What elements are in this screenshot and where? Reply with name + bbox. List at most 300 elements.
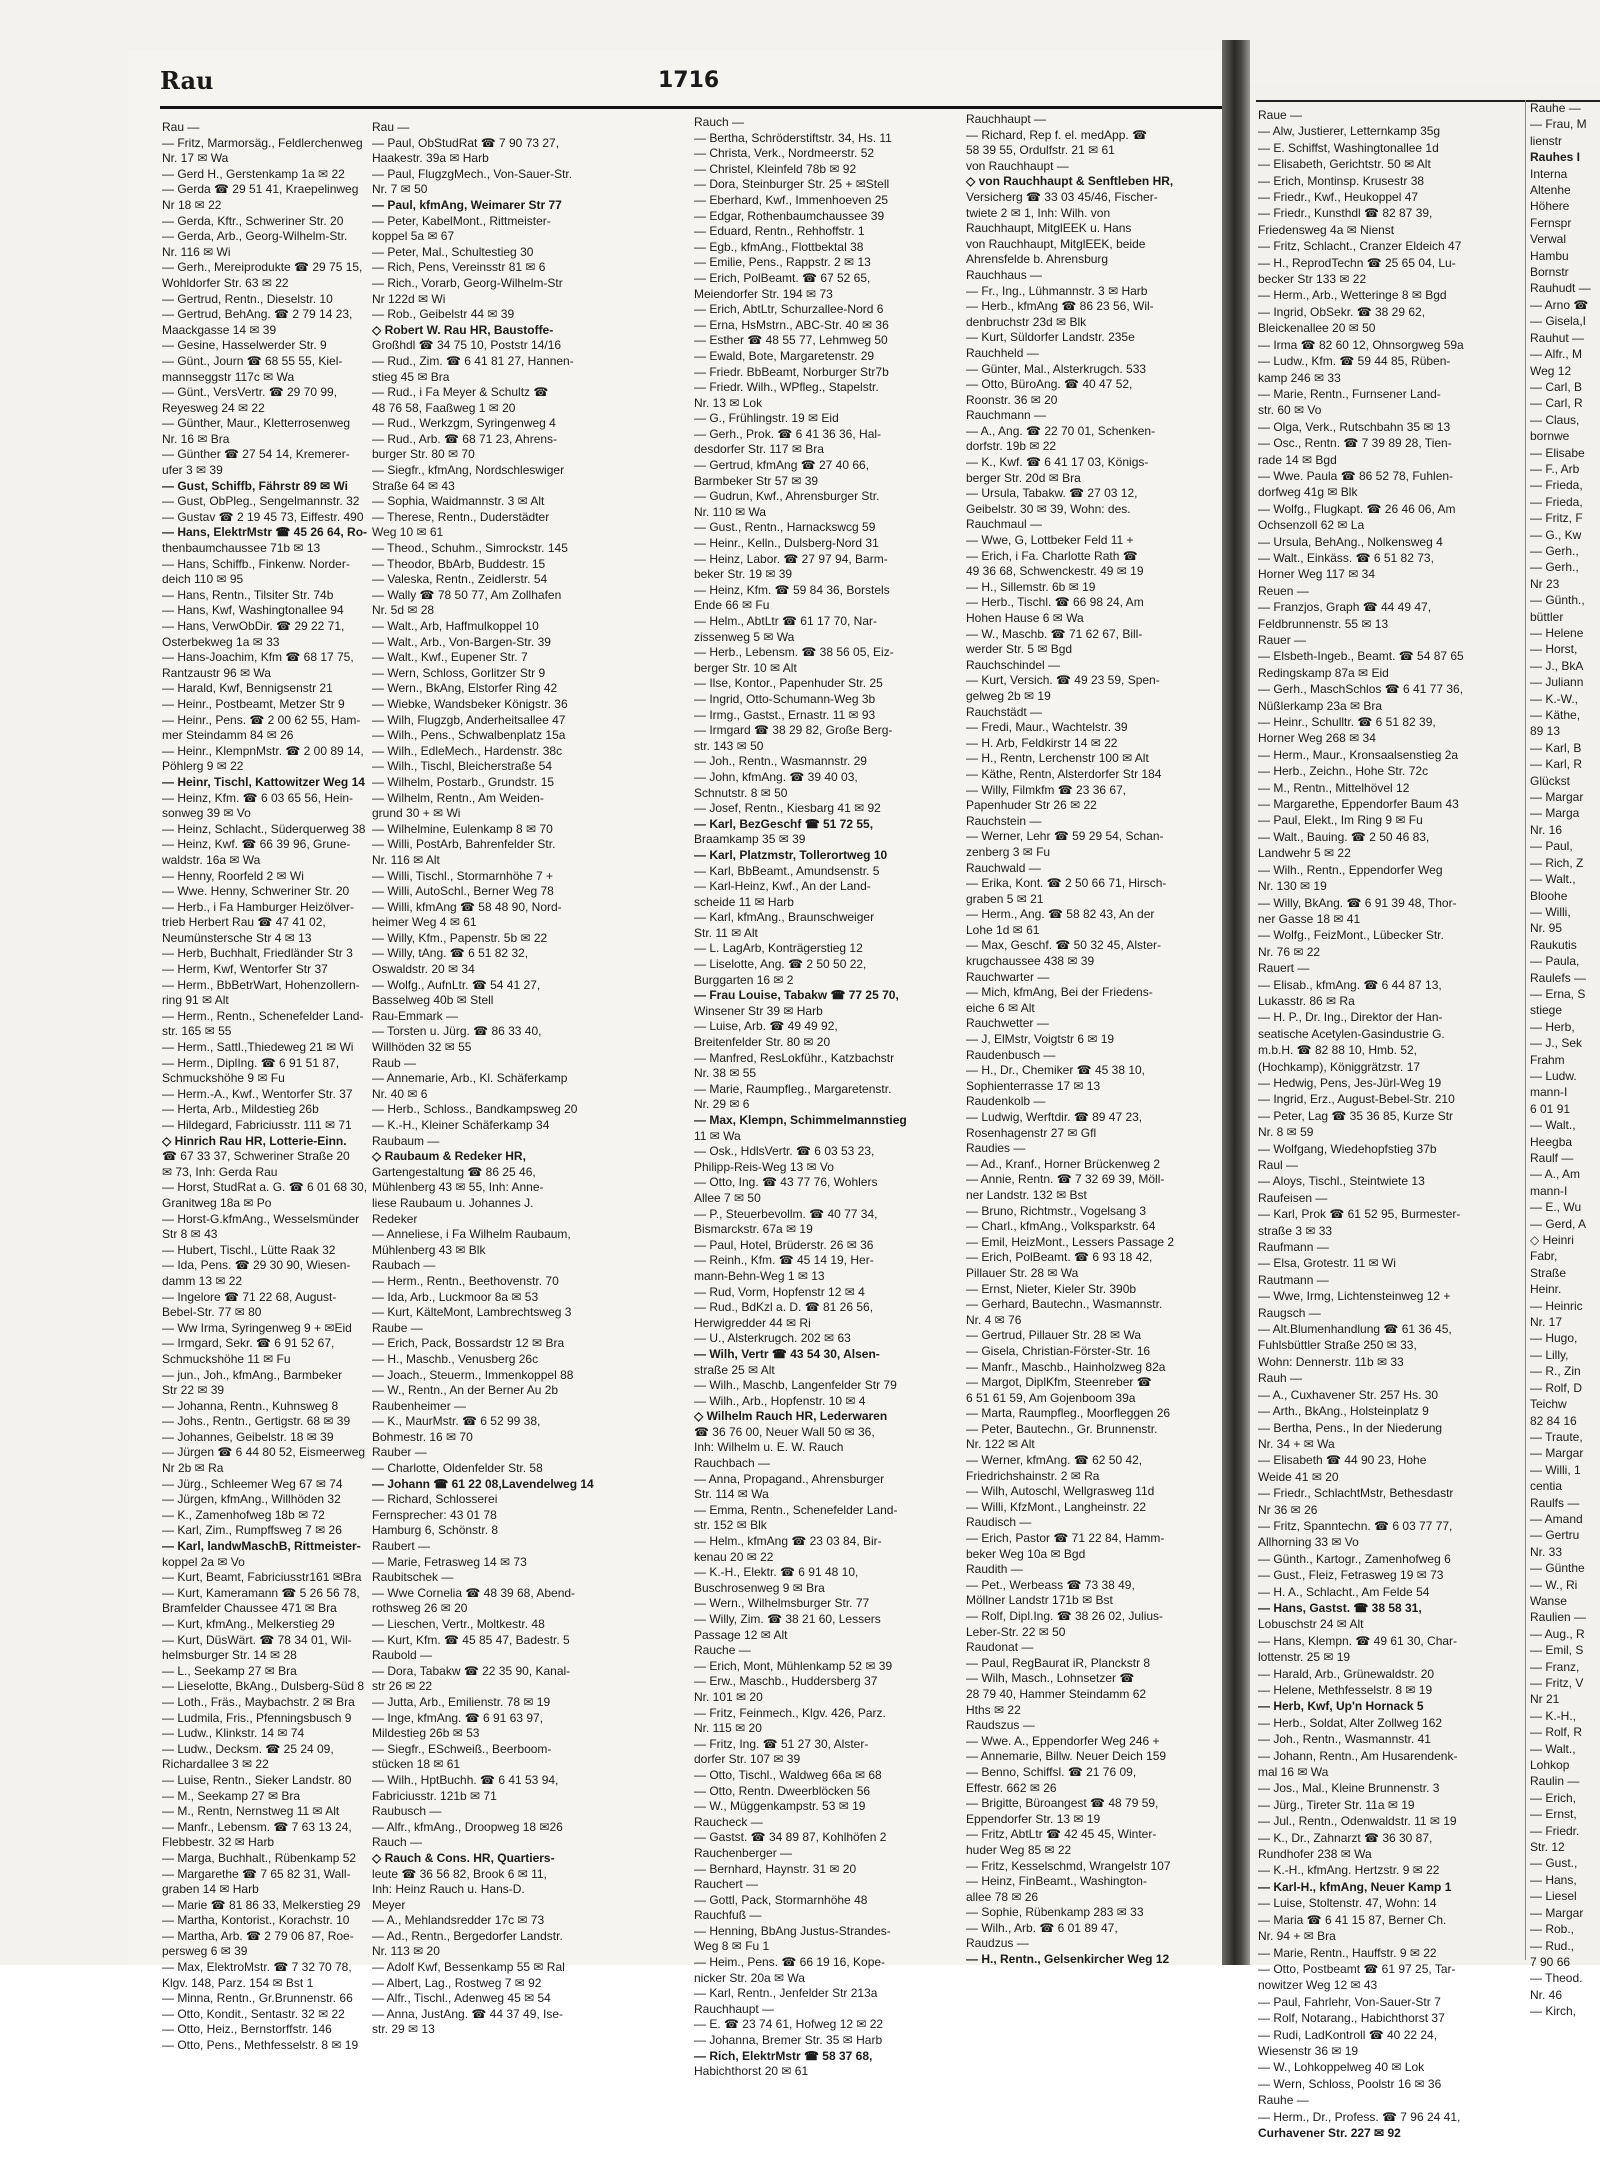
directory-entry: — Günther ☎ 27 54 14, Kremerer- [162, 447, 350, 462]
directory-entry: von Rauchhaupt — [966, 158, 1069, 173]
directory-entry: — Gottl, Pack, Stormarnhöhe 48 [694, 1892, 868, 1907]
directory-entry: Bismarckstr. 67a ✉ 19 [694, 1222, 813, 1237]
directory-entry: — Hubert, Tischl., Lütte Raak 32 [162, 1242, 336, 1257]
directory-entry: Rosenhagenstr 27 ✉ Gfl [966, 1125, 1097, 1140]
directory-entry: — Fritz, Ing. ☎ 51 27 30, Alster- [694, 1736, 869, 1751]
directory-entry: Straße 64 ✉ 43 [372, 478, 455, 493]
directory-entry: — Herm., Dr., Profess. ☎ 7 96 24 41, [1258, 2109, 1461, 2124]
directory-entry: Raucheck — [694, 1814, 763, 1829]
directory-entry: — Rud., [1530, 1938, 1575, 1953]
directory-entry: — W., Lohkoppelweg 40 ✉ Lok [1258, 2060, 1425, 2075]
directory-entry: — Ludmila, Fris., Pfenningsbusch 9 [162, 1710, 352, 1725]
directory-entry: Nr 21 [1530, 1692, 1560, 1707]
directory-entry: — Irmgard ☎ 38 29 82, Große Berg- [694, 723, 893, 738]
directory-entry: — L. LagArb, Konträgerstieg 12 [694, 941, 863, 956]
directory-entry: — Valeska, Rentn., Zeidlerstr. 54 [372, 572, 548, 587]
directory-entry: — R., Zin [1530, 1364, 1581, 1379]
directory-entry: — Manfr., Lebensm. ☎ 7 63 13 24, [162, 1819, 352, 1834]
directory-entry: — Gertrud, BehAng. ☎ 2 79 14 23, [162, 307, 353, 322]
directory-entry: Horner Weg 268 ✉ 34 [1258, 731, 1376, 746]
directory-entry: krugchaussee 438 ✉ 39 [966, 954, 1095, 969]
directory-entry: — Anneliese, i Fa Wilhelm Raubaum, [372, 1227, 571, 1242]
directory-entry: — Gisela, Christian-Förster-Str. 16 [966, 1343, 1151, 1358]
directory-entry: — Heinr., KlempnMstr. ☎ 2 00 89 14, [162, 743, 364, 758]
directory-entry: Rautmann — [1258, 1272, 1329, 1287]
directory-entry: — Kurt, DüsWärt. ☎ 78 34 01, Wil- [162, 1632, 352, 1647]
directory-entry: — Theod. [1530, 1971, 1583, 1986]
directory-entry: — Esther ☎ 48 55 77, Lehmweg 50 [694, 333, 888, 348]
directory-entry: — Ingrid, ObSekr. ☎ 38 29 62, [1258, 304, 1426, 319]
directory-entry: — Sophie, Rübenkamp 283 ✉ 33 [966, 1905, 1144, 1920]
directory-entry: Redingskamp 87a ✉ Eid [1258, 665, 1389, 680]
directory-entry: — Emma, Rentn., Schenefelder Land- [694, 1502, 898, 1517]
directory-entry: rade 14 ✉ Bgd [1258, 452, 1337, 467]
directory-entry: — Hans, Kwf, Washingtonallee 94 [162, 603, 344, 618]
directory-entry: Nr. 16 [1530, 822, 1563, 837]
directory-entry: Nr. 7 ✉ 50 [372, 182, 428, 197]
directory-entry: — Heinz, Kfm. ☎ 59 84 36, Borstels [694, 582, 890, 597]
directory-entry: rothsweg 26 ✉ 20 [372, 1601, 468, 1616]
directory-entry: — Jul., Rentn., Odenwaldstr. 11 ✉ 19 [1258, 1814, 1457, 1829]
directory-entry: Weg 10 ✉ 61 [372, 525, 444, 540]
directory-entry: — W., Ri [1530, 1577, 1578, 1592]
directory-entry: — Peter, KabelMont., Rittmeister- [372, 213, 551, 228]
directory-entry: — Otto, Tischl., Waldweg 66a ✉ 68 [694, 1767, 882, 1782]
directory-entry: — Heinz, Labor. ☎ 27 97 94, Barm- [694, 551, 888, 566]
directory-entry: — Willi, 1 [1530, 1462, 1581, 1477]
directory-entry: — Ludwig, Werftdir. ☎ 89 47 23, [966, 1110, 1143, 1124]
directory-entry: Oswaldstr. 20 ✉ 34 [372, 962, 475, 977]
directory-entry: — Harald, Kwf, Bennigsenstr 21 [162, 681, 333, 696]
directory-entry: — Rich., Vorarb, Georg-Wilhelm-Str [372, 275, 563, 290]
directory-entry: — Herb., Soldat, Alter Zollweg 162 [1258, 1715, 1443, 1730]
directory-entry: Rauber — [372, 1445, 427, 1460]
directory-entry: — Marie, Rentn., Furnsener Land- [1258, 386, 1441, 401]
directory-entry: Landwehr 5 ✉ 22 [1258, 846, 1351, 861]
directory-entry: Höhere [1530, 199, 1570, 214]
directory-entry: — Hildegard, Fabriciusstr. 111 ✉ 71 [162, 1118, 352, 1132]
directory-entry: Nr. 95 [1530, 921, 1563, 936]
directory-entry: Geibelstr. 30 ✉ 39, Wohn: des. [966, 501, 1131, 516]
directory-entry: Verwal [1530, 232, 1567, 247]
directory-entry: — Johannes, Geibelstr. 18 ✉ 39 [162, 1429, 334, 1444]
directory-entry: Raudies — [966, 1141, 1026, 1156]
directory-entry: Granitweg 18a ✉ Po [162, 1195, 272, 1210]
directory-entry: — Anna, JustAng. ☎ 44 37 49, Ise- [372, 2006, 564, 2021]
directory-entry: deich 110 ✉ 95 [162, 572, 244, 587]
directory-entry: Raudenkolb — [966, 1094, 1046, 1109]
directory-entry: — Ludw. [1530, 1068, 1577, 1083]
directory-entry: — Fritz, AbtLtr ☎ 42 45 45, Winter- [966, 1827, 1157, 1842]
directory-entry: Fernsprecher: 43 01 78 [372, 1507, 497, 1522]
directory-entry: — K.-H., Kleiner Schäferkamp 34 [372, 1118, 550, 1132]
directory-entry: — Heinz, Kfm. ☎ 6 03 65 56, Hein- [162, 790, 354, 805]
directory-entry: sonweg 39 ✉ Vo [162, 806, 251, 821]
directory-entry: — Loth., Fräs., Maybachstr. 2 ✉ Bra [162, 1694, 355, 1709]
directory-entry: Nr. 5d ✉ 28 [372, 603, 435, 618]
directory-entry: waldstr. 16a ✉ Wa [162, 852, 261, 867]
directory-entry: (Hochkamp), Königgrätzstr. 17 [1258, 1059, 1421, 1074]
directory-entry: — Martha, Kontorist., Korachstr. 10 [162, 1913, 350, 1928]
directory-entry: Nr. 40 ✉ 6 [372, 1086, 428, 1101]
directory-entry: — Hans, Klempn. ☎ 49 61 30, Char- [1258, 1633, 1458, 1648]
directory-entry: Rauchwarter — [966, 969, 1050, 984]
directory-entry: — Gerda ☎ 29 51 41, Kraepelinweg [162, 182, 359, 197]
directory-entry: Weg 12 [1530, 363, 1572, 378]
directory-entry: — Jürgen ☎ 6 44 80 52, Eismeerweg [162, 1445, 366, 1460]
directory-entry: Altenhe [1530, 183, 1571, 198]
directory-entry: — Helene [1530, 626, 1584, 640]
directory-entry: beker Weg 10a ✉ Bgd [966, 1546, 1086, 1561]
directory-entry: Heegba [1530, 1134, 1573, 1149]
directory-entry: — Traute, [1530, 1429, 1583, 1444]
directory-entry: — Käthe, [1530, 708, 1581, 723]
directory-entry: — G., Frühlingstr. 19 ✉ Eid [694, 411, 839, 426]
directory-entry: — Margar [1530, 790, 1584, 805]
directory-entry: — Karl, kfmAng., Braunschweiger [694, 910, 875, 925]
directory-entry: — W., Rentn., An der Berner Au 2b [372, 1383, 559, 1398]
directory-entry: — Margot, DiplKfm, Steenreber ☎ [966, 1375, 1152, 1390]
directory-entry: — Erna, HsMstrn., ABC-Str. 40 ✉ 36 [694, 317, 889, 332]
directory-entry: — J., BkA [1530, 658, 1584, 673]
directory-entry: — Rolf, R [1530, 1725, 1583, 1740]
directory-entry: — Erich, Pack, Bossardstr 12 ✉ Bra [372, 1336, 565, 1351]
directory-entry: — Erich, Mont, Mühlenkamp 52 ✉ 39 [694, 1658, 893, 1673]
directory-entry: — Willy, Kfm., Papenstr. 5b ✉ 22 [372, 930, 548, 945]
directory-entry: — Aloys, Tischl., Steintwiete 13 [1258, 1174, 1425, 1189]
directory-entry: — Eberhard, Kwf., Immenhoeven 25 [694, 192, 889, 207]
directory-entry: koppel 5a ✉ 67 [372, 229, 455, 244]
directory-entry: — Günth., Kartogr., Zamenhofweg 6 [1258, 1551, 1451, 1566]
directory-entry: desdorfer Str. 117 ✉ Bra [694, 442, 824, 457]
directory-entry: stiege [1530, 1003, 1563, 1018]
directory-entry: — Werner, kfmAng. ☎ 62 50 42, [966, 1453, 1143, 1468]
directory-entry: — Herta, Arb., Mildestieg 26b [162, 1102, 319, 1117]
directory-entry: — Herb., Zeichn., Hohe Str. 72c [1258, 764, 1429, 779]
directory-entry: Wohldorfer Str. 63 ✉ 22 [162, 275, 289, 290]
directory-entry: — Gust, ObPleg., Sengelmannstr. 32 [162, 494, 360, 509]
directory-entry: — Otto, Ing. ☎ 43 77 76, Wohlers [694, 1175, 878, 1190]
directory-entry: — Max, Geschf. ☎ 50 32 45, Alster- [966, 938, 1162, 953]
directory-entry: — Kurt, Beamt, Fabriciusstr161 ✉Bra [162, 1570, 362, 1585]
directory-entry: — Rolf, Notarang., Habichthorst 37 [1258, 2011, 1445, 2026]
directory-entry: — Ludw., Kfm. ☎ 59 44 85, Rüben- [1258, 354, 1451, 369]
directory-entry: Nr. 16 ✉ Bra [162, 431, 230, 446]
directory-entry: — Gerhard, Bautechn., Wasmannstr. [966, 1297, 1163, 1312]
directory-entry: Inh: Heinz Rauch u. Hans-D. [372, 1882, 525, 1897]
directory-entry: — Amand [1530, 1511, 1583, 1526]
directory-entry: — Alfr., kfmAng., Droopweg 18 ✉26 [372, 1819, 563, 1834]
directory-entry: — Kirch, [1530, 2004, 1577, 2019]
directory-entry: Raufeisen — [1258, 1190, 1328, 1205]
directory-entry: — Wilh, Masch., Lohnsetzer ☎ [966, 1671, 1135, 1686]
directory-entry: — Fritz, Spanntechn. ☎ 6 03 77 77, [1258, 1518, 1453, 1533]
directory-entry: — Wiebke, Wandsbeker Königstr. 36 [372, 696, 568, 711]
directory-entry: Mühlenberg 43 ✉ Blk [372, 1242, 486, 1257]
directory-entry: Weide 41 ✉ 20 [1258, 1469, 1339, 1484]
directory-entry: Nr. 76 ✉ 22 [1258, 944, 1321, 959]
directory-entry: mer Steindamm 84 ✉ 26 [162, 728, 294, 743]
directory-entry: — H. Arb, Feldkirstr 14 ✉ 22 [966, 735, 1118, 750]
directory-entry: gelweg 2b ✉ 19 [966, 688, 1051, 703]
directory-entry: — Johann ☎ 61 22 08,Lavendelweg 14 [372, 1476, 594, 1491]
directory-entry: — Wolfgang, Wiedehopfstieg 37b [1258, 1141, 1437, 1156]
directory-entry: — Gust., [1530, 1856, 1578, 1871]
page-number: 1716 [658, 68, 720, 93]
directory-entry: Schnutstr. 8 ✉ 50 [694, 785, 788, 800]
directory-entry: graben 5 ✉ 21 [966, 891, 1044, 906]
directory-entry: trieb Herbert Rau ☎ 47 41 02, [162, 915, 326, 930]
directory-entry: — K.-W., [1530, 691, 1578, 706]
directory-entry: — Charlotte, Oldenfelder Str. 58 [372, 1461, 543, 1476]
directory-entry: Rauchwald — [966, 860, 1041, 875]
directory-entry: — Kurt, Süldorfer Landstr. 235e [966, 330, 1135, 345]
directory-entry: str. 29 ✉ 13 [372, 2022, 435, 2037]
directory-entry: — Bertha, Schröderstiftstr. 34, Hs. 11 [694, 130, 892, 145]
directory-entry: Nr. 94 + ✉ Bra [1258, 1929, 1336, 1944]
directory-entry: Rauh — [1258, 1371, 1303, 1386]
directory-entry: — A., Mehlandsredder 17c ✉ 73 [372, 1913, 545, 1928]
directory-entry: Glückst [1530, 773, 1571, 788]
directory-entry: — Günt., VersVertr. ☎ 29 70 99, [162, 385, 338, 400]
directory-entry: — Gastst. ☎ 34 89 87, Kohlhöfen 2 [694, 1830, 887, 1845]
directory-entry: — Günth., [1530, 593, 1585, 608]
directory-entry: — Franz, [1530, 1659, 1580, 1674]
directory-entry: mann-Behn-Weg 1 ✉ 13 [694, 1268, 825, 1283]
directory-entry: Nr. 34 + ✉ Wa [1258, 1436, 1335, 1451]
directory-entry: — Christel, Kleinfeld 78b ✉ 92 [694, 161, 857, 176]
directory-entry: Ochsenzoll 62 ✉ La [1258, 518, 1365, 533]
directory-entry: — Käthe, Rentn, Alsterdorfer Str 184 [966, 766, 1162, 781]
directory-entry: Nr. 17 ✉ Wa [162, 151, 229, 166]
directory-entry: — Frieda, [1530, 494, 1583, 509]
directory-entry: — Rich, ElektrMstr ☎ 58 37 68, [694, 2048, 873, 2063]
directory-entry: — Carl, R [1530, 396, 1583, 411]
directory-entry: Neumünstersche Str 4 ✉ 13 [162, 930, 312, 945]
directory-entry: — Heinr., Pens. ☎ 2 00 62 55, Ham- [162, 712, 361, 727]
directory-entry: — Jürg., Schleemer Weg 67 ✉ 74 [162, 1476, 343, 1491]
directory-entry: — Herb., Schloss., Bandkampsweg 20 [372, 1102, 578, 1117]
directory-entry: — M., Rentn., Mittelhövel 12 [1258, 780, 1410, 795]
directory-entry: — Otto, Kondit., Sentastr. 32 ✉ 22 [162, 2006, 345, 2021]
directory-entry: — Ida, Arb., Luckmoor 8a ✉ 53 [372, 1289, 539, 1304]
directory-entry: — K., MaurMstr. ☎ 6 52 99 38, [372, 1414, 541, 1429]
directory-entry: büttler [1530, 609, 1564, 624]
directory-entry: liese Raubaum u. Johannes J. [372, 1195, 534, 1210]
directory-entry: — W., Maschb. ☎ 71 62 67, Bill- [966, 626, 1143, 641]
directory-entry: — Kurt, Kameramann ☎ 5 26 56 78, [162, 1585, 360, 1600]
directory-entry: — Friedr., Kunsthdl ☎ 82 87 39, [1258, 206, 1433, 221]
directory-entry: Buschrosenweg 9 ✉ Bra [694, 1580, 825, 1595]
directory-entry: mann-I [1530, 1183, 1568, 1198]
directory-entry: — Wally ☎ 78 50 77, Am Zollhafen [372, 587, 562, 602]
directory-entry: ner Landstr. 132 ✉ Bst [966, 1187, 1087, 1202]
directory-entry: ◇ Heinri [1530, 1233, 1574, 1248]
directory-entry: Nr 122d ✉ Wi [372, 291, 446, 306]
directory-entry: Nr. 33 [1530, 1544, 1563, 1559]
directory-entry: — Emil, HeizMont., Lessers Passage 2 [966, 1234, 1175, 1249]
directory-entry: — Ww Irma, Syringenweg 9 + ✉Eid [162, 1320, 352, 1335]
directory-entry: kenau 20 ✉ 22 [694, 1549, 774, 1564]
directory-entry: Rauert — [1258, 961, 1310, 976]
directory-entry: — Rob., [1530, 1922, 1575, 1937]
directory-entry: — Arno ☎ [1530, 297, 1589, 312]
directory-entry: Burggarten 16 ✉ 2 [694, 972, 794, 987]
directory-entry: Nr. 101 ✉ 20 [694, 1689, 763, 1704]
directory-entry: — Gerh., [1530, 543, 1579, 558]
directory-entry: — Kurt, Versich. ☎ 49 23 59, Spen- [966, 673, 1160, 688]
directory-entry: Nr. 116 ✉ Wi [162, 244, 231, 259]
directory-entry: kamp 246 ✉ 33 [1258, 370, 1341, 385]
directory-entry: Allhorning 33 ✉ Vo [1258, 1535, 1359, 1550]
directory-entry: — Fritz, Kesselschmd, Wrangelstr 107 [966, 1858, 1171, 1873]
directory-entry: — Heinz, Kwf. ☎ 66 39 96, Grune- [162, 837, 351, 852]
directory-entry: — Arth., BkAng., Holsteinplatz 9 [1258, 1404, 1429, 1419]
directory-entry: Rauchschindel — [966, 657, 1061, 672]
directory-entry: berger Str. 10 ✉ Alt [694, 660, 797, 675]
directory-entry: damm 13 ✉ 22 [162, 1273, 243, 1288]
directory-entry: werder Str. 5 ✉ Bgd [966, 642, 1073, 657]
directory-entry: Ahrensfelde b. Ahrensburg [966, 252, 1109, 267]
directory-entry: Raulf — [1530, 1151, 1574, 1165]
directory-entry: — jun., Joh., kfmAng., Barmbeker [162, 1367, 343, 1382]
directory-entry: — Heinr., Postbeamt, Metzer Str 9 [162, 696, 345, 711]
directory-entry: — Jos., Mal., Kleine Brunnenstr. 3 [1258, 1781, 1440, 1796]
directory-entry: — Elisab., kfmAng. ☎ 6 44 87 13, [1258, 977, 1442, 992]
directory-entry: — Wilh., Pens., Schwalbenplatz 15a [372, 728, 566, 743]
directory-entry: — Karl, Prok ☎ 61 52 95, Burmester- [1258, 1207, 1461, 1222]
directory-entry: seatische Acetylen-Gasindustrie G. [1258, 1026, 1445, 1041]
directory-entry: — Heinz, Schlacht., Süderquerweg 38 [162, 821, 366, 836]
directory-entry: — Gerd, A [1530, 1216, 1587, 1231]
directory-entry: Str 22 ✉ 39 [162, 1383, 225, 1398]
directory-entry: Rauchert — [694, 1877, 759, 1892]
directory-entry: — Erich, Pastor ☎ 71 22 84, Hamm- [966, 1531, 1165, 1546]
directory-entry: — Lilly, [1530, 1347, 1569, 1362]
directory-entry: Raudonat — [966, 1640, 1034, 1655]
directory-entry: — Richard, Schlosserei [372, 1492, 498, 1507]
directory-entry: Willhöden 32 ✉ 55 [372, 1040, 472, 1055]
directory-entry: — Herm., Rentn., Beethovenstr. 70 [372, 1273, 559, 1288]
directory-entry: — Otto, Postbeamt ☎ 61 97 25, Tar- [1258, 1961, 1456, 1976]
directory-entry: — Gudrun, Kwf., Ahrensburger Str. [694, 489, 880, 504]
directory-entry: — Rob., Geibelstr 44 ✉ 39 [372, 307, 515, 322]
directory-entry: — Erw., Maschb., Huddersberg 37 [694, 1674, 878, 1689]
directory-entry: — Siegfr., ESchweiß., Beerboom- [372, 1741, 552, 1756]
directory-entry: — Paul, Elekt., Im Ring 9 ✉ Fu [1258, 813, 1423, 828]
directory-entry: Wiesenstr 36 ✉ 19 [1258, 2043, 1359, 2058]
directory-entry: — Rud., Zim. ☎ 6 41 81 27, Hannen- [372, 353, 574, 368]
directory-entry: Allee 7 ✉ 50 [694, 1190, 761, 1205]
directory-entry: Wohn: Dennerstr. 11b ✉ 33 [1258, 1354, 1404, 1369]
directory-entry: 48 76 58, Faaßweg 1 ✉ 20 [372, 400, 516, 415]
directory-entry: ◇ Rauch & Cons. HR, Quartiers- [372, 1850, 555, 1865]
directory-entry: Interna [1530, 166, 1568, 181]
directory-entry: str. 60 ✉ Vo [1258, 403, 1322, 418]
directory-entry: — Johanna, Rentn., Kuhnsweg 8 [162, 1398, 339, 1413]
directory-entry: lottenstr. 25 ✉ 19 [1258, 1650, 1351, 1665]
directory-entry: — Erich, PolBeamt. ☎ 6 93 18 42, [966, 1250, 1153, 1265]
directory-entry: — Gerh., Mereiprodukte ☎ 29 75 15, [162, 260, 363, 275]
directory-entry: — Gertrud, Pillauer Str. 28 ✉ Wa [966, 1328, 1142, 1343]
directory-entry: Reyesweg 24 ✉ 22 [162, 400, 265, 415]
directory-entry: persweg 6 ✉ 39 [162, 1944, 248, 1959]
directory-entry: — Walt., Bauing. ☎ 2 50 46 83, [1258, 829, 1430, 844]
directory-entry: — Ludw., Decksm. ☎ 25 24 09, [162, 1741, 334, 1756]
directory-entry: — K., Kwf. ☎ 6 41 17 03, Königs- [966, 455, 1149, 470]
directory-entry: Rau-Emmark — [372, 1008, 459, 1023]
directory-entry: — Paula, [1530, 954, 1580, 969]
directory-entry: — Ingelore ☎ 71 22 68, August- [162, 1289, 337, 1304]
directory-entry: 82 84 16 [1530, 1413, 1577, 1428]
directory-entry: — Willi, [1530, 904, 1571, 919]
directory-entry: — Wilh, Flugzgb, Anderheitsallee 47 [372, 712, 566, 727]
directory-entry: — Herb, [1530, 1019, 1575, 1034]
directory-entry: — Werner, Lehr ☎ 59 29 54, Schan- [966, 829, 1164, 844]
directory-entry: 11 ✉ Wa [694, 1128, 741, 1143]
directory-entry: Rau — [372, 120, 410, 134]
directory-entry: — Frieda, [1530, 478, 1583, 493]
directory-entry: — Hans, Rentn., Tilsiter Str. 74b [162, 587, 334, 602]
directory-entry: Haakestr. 39a ✉ Harb [372, 151, 489, 166]
directory-entry: graben 14 ✉ Harb [162, 1882, 259, 1897]
directory-entry: m.b.H. ☎ 82 88 10, Hmb. 52, [1258, 1043, 1418, 1058]
directory-entry: — E. Schiffst, Washingtonallee 1d [1258, 140, 1439, 155]
directory-entry: — Willi, kfmAng ☎ 58 48 90, Nord- [372, 899, 562, 914]
directory-entry: — Karl, Zim., Rumpffsweg 7 ✉ 26 [162, 1523, 342, 1538]
directory-entry: thenbaumchaussee 71b ✉ 13 [162, 541, 321, 556]
directory-entry: Rauchhaupt — [694, 2001, 775, 2016]
directory-entry: Nr 23 [1530, 576, 1560, 591]
directory-entry: — Alfr., M [1530, 347, 1583, 362]
directory-entry: ◇ Wilhelm Rauch HR, Lederwaren [694, 1409, 888, 1424]
directory-entry: helmsburger Str. 14 ✉ 28 [162, 1648, 297, 1663]
directory-entry: — Heinr., Kelln., Dulsberg-Nord 31 [694, 536, 879, 551]
directory-entry: bornwe [1530, 429, 1570, 444]
directory-entry: — Günther, Maur., Kletterrosenweg [162, 416, 351, 431]
directory-entry: — Kurt, Kfm. ☎ 45 85 47, Badestr. 5 [372, 1632, 570, 1647]
directory-entry: — Herm., Ang. ☎ 58 82 43, An der [966, 907, 1155, 922]
directory-entry: — Bertha, Pens., In der Niederung [1258, 1420, 1443, 1435]
directory-entry: Redeker [372, 1211, 418, 1226]
directory-entry: huder Weg 85 ✉ 22 [966, 1842, 1072, 1857]
directory-entry: Breitenfelder Str. 80 ✉ 20 [694, 1035, 831, 1050]
directory-entry: Bohmestr. 16 ✉ 70 [372, 1429, 473, 1444]
directory-entry: Nr. 130 ✉ 19 [1258, 879, 1327, 894]
directory-entry: — Margarethe ☎ 7 65 82 31, Wall- [162, 1866, 351, 1881]
directory-entry: Versicherg ☎ 33 03 45/46, Fischer- [966, 189, 1158, 204]
directory-entry: — Peter, Bautechn., Gr. Brunnenstr. [966, 1421, 1158, 1436]
directory-entry: Fuhlsbüttler Straße 250 ✉ 33, [1258, 1338, 1417, 1353]
directory-entry: — Karl, R [1530, 757, 1583, 772]
directory-entry: — Manfr., Maschb., Hainholzweg 82a [966, 1359, 1166, 1374]
directory-entry: — Luise, Rentn., Sieker Landstr. 80 [162, 1772, 352, 1787]
directory-entry: — Helene, Methfesselstr. 8 ✉ 19 [1258, 1683, 1433, 1697]
directory-entry: Lohe 1d ✉ 61 [966, 922, 1040, 937]
directory-entry: — Fredi, Maur., Wachtelstr. 39 [966, 720, 1128, 735]
directory-entry: Bleickenallee 20 ✉ 50 [1258, 321, 1376, 336]
directory-entry: grund 30 + ✉ Wi [372, 806, 461, 821]
directory-entry: — Herm., Rentn., Schenefelder Land- [162, 1008, 364, 1023]
directory-entry: — Paul, FlugzgMech., Von-Sauer-Str. [372, 166, 573, 181]
directory-entry: — Albert, Lag., Rostweg 7 ✉ 92 [372, 1975, 542, 1990]
directory-entry: — Karl-H., kfmAng, Neuer Kamp 1 [1258, 1879, 1452, 1894]
directory-entry: — Wwe Cornelia ☎ 48 39 68, Abend- [372, 1585, 576, 1600]
directory-entry: Habichthorst 20 ✉ 61 [694, 2064, 809, 2079]
header-rule [160, 106, 1222, 109]
directory-entry: — Hedwig, Pens, Jes-Jürl-Weg 19 [1258, 1075, 1442, 1090]
directory-entry: Großhdl ☎ 34 75 10, Poststr 14/16 [372, 338, 562, 353]
